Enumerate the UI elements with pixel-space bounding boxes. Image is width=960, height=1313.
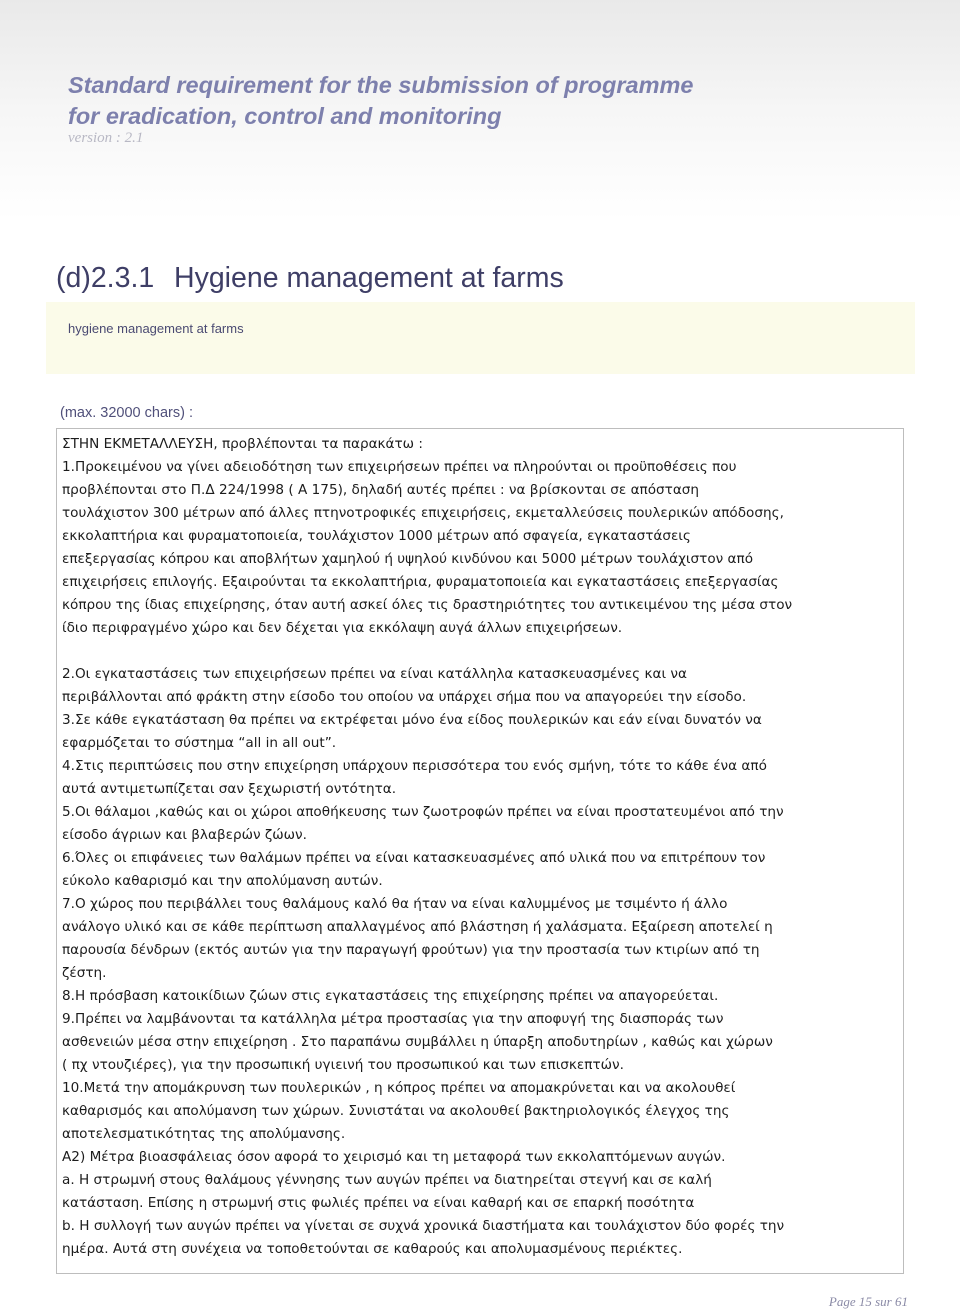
- text-line: τουλάχιστον 300 μέτρων από άλλες πτηνοτροφικές επιχειρήσεις, εκμεταλλεύσεις πουλερικών απόδοσης,: [62, 505, 784, 521]
- text-line: εκκολαπτήρια και φυραματοποιεία, τουλάχιστον 1000 μέτρων από σφαγεία, εγκαταστάσεις: [62, 528, 691, 544]
- text-line: 10.Μετά την απομάκρυνση των πουλερικών , η κόπρος πρέπει να απομακρύνεται και να ακολουθεί: [62, 1080, 736, 1096]
- text-line: Α2) Μέτρα βιοασφάλειας όσον αφορά το χειρισμό και τη μεταφορά των εκκολαπτόμενων αυγών.: [62, 1149, 726, 1165]
- text-line: εύκολο καθαρισμό και την απολύμανση αυτών.: [62, 873, 383, 889]
- document-title: [68, 70, 868, 132]
- text-line: ίδιο περιφραγμένο χώρο και δεν δέχεται για εκκόλαψη αυγά άλλων επιχειρήσεων.: [62, 620, 623, 636]
- text-line: ( πχ ντουζιέρες), για την προσωπική υγιεινή του προσωπικού και των επισκεπτών.: [62, 1057, 624, 1073]
- text-line: προβλέπονται στο Π.Δ 224/1998 ( Α 175), δηλαδή αυτές πρέπει : να βρίσκονται σε απόσταση: [62, 482, 700, 498]
- text-line: 9.Πρέπει να λαμβάνονται τα κατάλληλα μέτρα προστασίας για την αποφυγή της διασποράς των: [62, 1011, 724, 1027]
- text-line: επεξεργασίας κόπρου και αποβλήτων χαμηλού ή υψηλού κινδύνου και 5000 μέτρων τουλάχιστον από: [62, 551, 754, 567]
- blank-line: [62, 640, 904, 663]
- text-line: ανάλογο υλικό και σε κάθε περίπτωση απαλλαγμένος από βλάστηση ή χαλάσματα. Εξαίρεση αποτελεί η: [62, 919, 773, 935]
- section-heading: [56, 258, 916, 302]
- section-number: (d)2.3.1: [56, 262, 155, 294]
- max-chars-label: (max. 32000 chars) :: [60, 405, 193, 421]
- text-line: ζέστη.: [62, 965, 107, 981]
- text-line: 5.Οι θάλαμοι ,καθώς και οι χώροι αποθήκευσης των ζωοτροφών πρέπει να είναι προστατευμένοι από την: [62, 804, 784, 820]
- section-description: hygiene management at farms: [68, 321, 244, 336]
- document-title-line-1: Standard requirement for the submission of programme: [68, 72, 694, 98]
- text-line: επιχειρήσεις επιλογής. Εξαιρούνται τα εκκολαπτήρια, φυραματοποιεία και εγκαταστάσεις επεξεργασίας: [62, 574, 779, 590]
- text-line: αυτά αντιμετωπίζεται σαν ξεχωριστή οντότητα.: [62, 781, 397, 797]
- text-line: 1.Προκειμένου να γίνει αδειοδότηση των επιχειρήσεων πρέπει να πληρούνται οι προϋποθέσεις που: [62, 459, 737, 475]
- text-line: ΣΤΗΝ ΕΚΜΕΤΑΛΛΕΥΣΗ, προβλέπονται τα παρακάτω :: [62, 436, 423, 452]
- text-line: a. Η στρωμνή στους θαλάμους γέννησης των αυγών πρέπει να διατηρείται στεγνή και σε καλή: [62, 1172, 712, 1188]
- section-title: Hygiene management at farms: [174, 262, 564, 294]
- text-line: 2.Οι εγκαταστάσεις των επιχειρήσεων πρέπει να είναι κατάλληλα κατασκευασμένες και να: [62, 666, 687, 682]
- text-line: ασθενειών μέσα στην επιχείρηση . Στο παραπάνω συμβάλλει η ύπαρξη αποδυτηρίων , καθώς και χώρων: [62, 1034, 773, 1050]
- text-line: κόπρου της ίδιας επιχείρησης, όταν αυτή ασκεί όλες τις δραστηριότητες του αντικειμένου της μέσα στον: [62, 597, 793, 613]
- text-line: παρουσία δένδρων (εκτός αυτών για την παραγωγή φρούτων) για την προστασία των κτιρίων από τη: [62, 942, 760, 958]
- text-line: εφαρμόζεται το σύστημα “all in all out”.: [62, 735, 337, 751]
- text-line: 4.Στις περιπτώσεις που στην επιχείρηση υπάρχουν περισσότερα του ενός σμήνη, τότε το κάθε ένα από: [62, 758, 767, 774]
- version-label: version : 2.1: [68, 130, 144, 146]
- text-line: 7.Ο χώρος που περιβάλλει τους θαλάμους καλό θα ήταν να είναι καλυμμένος με τσιμέντο ή άλλο: [62, 896, 728, 912]
- section-description-box: [46, 302, 915, 374]
- document-title-line-2: for eradication, control and monitoring: [68, 103, 502, 129]
- text-line: κατάσταση. Επίσης η στρωμνή στις φωλιές πρέπει να είναι καθαρή και σε επαρκή ποσότητα: [62, 1195, 695, 1211]
- text-line: αποτελεσματικότητας της απολύμανσης.: [62, 1126, 346, 1142]
- text-line: περιβάλλονται από φράκτη στην είσοδο του οποίου να υπάρχει σήμα που να απαγορεύει την είσοδο.: [62, 689, 747, 705]
- answer-text-box[interactable]: [56, 428, 904, 1274]
- text-line: 6.Όλες οι επιφάνειες των θαλάμων πρέπει να είναι κατασκευασμένες από υλικά που να επιτρέπουν τον: [62, 850, 766, 866]
- text-line: είσοδο άγριων και βλαβερών ζώων.: [62, 827, 307, 843]
- text-line: καθαρισμός και απολύμανση των χώρων. Συνιστάται να ακολουθεί βακτηριολογικός έλεγχος της: [62, 1103, 730, 1119]
- answer-text-body: [62, 433, 904, 1261]
- text-line: 8.Η πρόσβαση κατοικίδιων ζώων στις εγκαταστάσεις της επιχείρησης πρέπει να απαγορεύεται.: [62, 988, 719, 1004]
- text-line: 3.Σε κάθε εγκατάσταση θα πρέπει να εκτρέφεται μόνο ένα είδος πουλερικών και εάν είναι δυνατόν να: [62, 712, 762, 728]
- text-line: b. Η συλλογή των αυγών πρέπει να γίνεται σε συχνά χρονικά διαστήματα και τουλάχιστον δύο φορές την: [62, 1218, 785, 1234]
- page-number: Page 15 sur 61: [828, 1294, 908, 1309]
- text-line: ημέρα. Αυτά στη συνέχεια να τοποθετούνται σε καθαρούς και απολυμασμένους περιέκτες.: [62, 1241, 683, 1257]
